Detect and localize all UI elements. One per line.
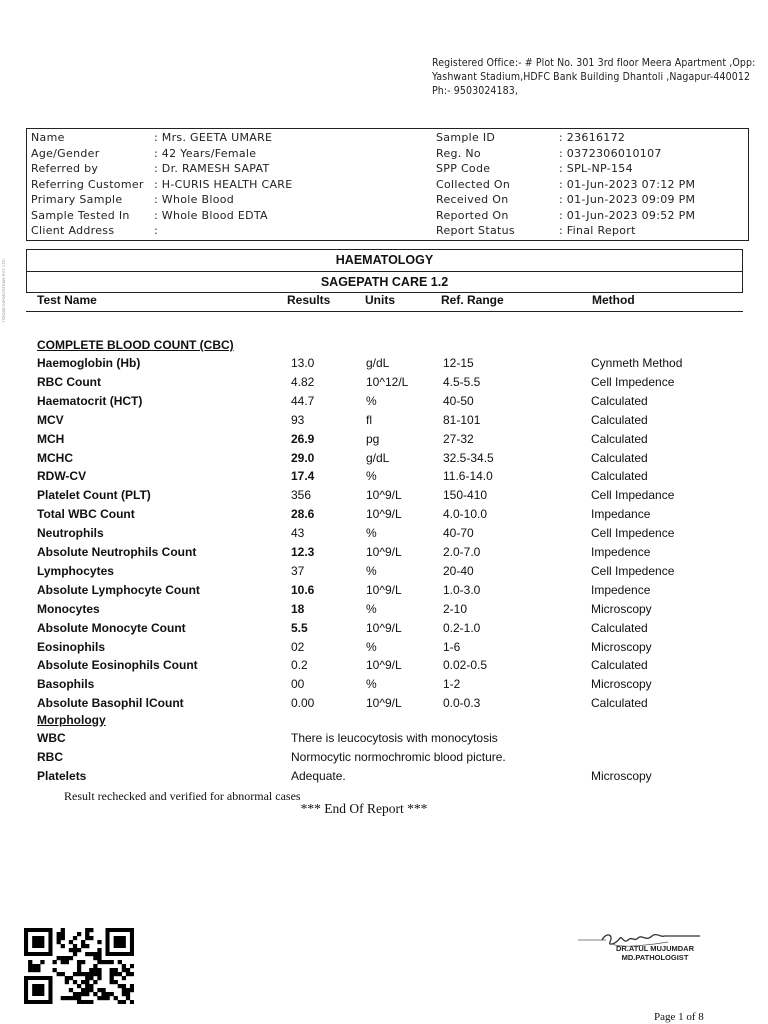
test-result: 44.7 xyxy=(291,393,315,408)
test-result: 37 xyxy=(291,563,305,578)
test-name: MCH xyxy=(37,431,65,446)
test-result: 26.9 xyxy=(291,431,315,446)
test-ref-range: 20-40 xyxy=(443,563,474,578)
morphology-row xyxy=(0,750,768,769)
patient-field-label: Age/Gender xyxy=(31,147,100,160)
panel-title: SAGEPATH CARE 1.2 xyxy=(320,275,449,289)
test-name: Platelet Count (PLT) xyxy=(37,488,151,503)
test-ref-range: 40-70 xyxy=(443,526,474,541)
office-line-3: Ph:- 9503024183, xyxy=(432,85,518,97)
test-result: 0.00 xyxy=(291,696,315,711)
morphology-row xyxy=(0,769,768,788)
patient-field-label: Received On xyxy=(436,193,509,206)
patient-field-value: : Dr. RAMESH SAPAT xyxy=(154,162,270,175)
end-of-report: *** End Of Report *** xyxy=(300,801,428,816)
office-line-2: Yashwant Stadium,HDFC Bank Building Dhantoli ,Nagapur-440012 xyxy=(432,71,751,83)
test-unit: % xyxy=(366,469,377,484)
table-row xyxy=(0,658,768,677)
patient-field-value: : Mrs. GEETA UMARE xyxy=(154,131,273,144)
morphology-method: Microscopy xyxy=(591,769,652,783)
test-unit: 10^9/L xyxy=(366,620,402,635)
signatory-qualification: MD.PATHOLOGIST xyxy=(621,953,689,962)
patient-field-value: : SPL-NP-154 xyxy=(559,162,633,175)
test-unit: 10^9/L xyxy=(366,658,402,673)
table-row xyxy=(0,526,768,545)
test-method: Cell Impedence xyxy=(591,563,675,578)
table-row xyxy=(0,602,768,621)
morphology-text: Normocytic normochromic blood picture. xyxy=(291,750,506,764)
patient-field-value: : xyxy=(154,224,159,237)
test-unit: % xyxy=(366,601,377,616)
test-name: Monocytes xyxy=(37,601,100,616)
table-row xyxy=(0,356,768,375)
table-row xyxy=(0,507,768,526)
patient-field-label: Client Address xyxy=(31,224,115,237)
test-ref-range: 81-101 xyxy=(443,412,481,427)
qr-code-icon xyxy=(24,928,134,1004)
patient-field-label: Referring Customer xyxy=(31,178,144,191)
patient-field-value: : 42 Years/Female xyxy=(154,147,257,160)
morphology-text: Adequate. xyxy=(291,769,346,783)
table-row xyxy=(0,432,768,451)
test-name: MCV xyxy=(37,412,64,427)
test-ref-range: 0.0-0.3 xyxy=(443,696,481,711)
test-name: RBC Count xyxy=(37,374,101,389)
test-name: Eosinophils xyxy=(37,639,106,654)
morphology-text: There is leucocytosis with monocytosis xyxy=(291,731,498,745)
morphology-name: WBC xyxy=(37,731,66,745)
test-name: Neutrophils xyxy=(37,526,104,541)
test-result: 29.0 xyxy=(291,450,315,465)
test-result: 43 xyxy=(291,526,305,541)
patient-field-value: : 01-Jun-2023 07:12 PM xyxy=(559,178,696,191)
patient-details-box xyxy=(26,128,749,241)
patient-field-value: : Final Report xyxy=(559,224,636,237)
test-result: 93 xyxy=(291,412,305,427)
table-row xyxy=(0,469,768,488)
test-ref-range: 2-10 xyxy=(443,601,468,616)
test-method: Cell Impedence xyxy=(591,374,675,389)
patient-field-label: Primary Sample xyxy=(31,193,123,206)
test-ref-range: 4.5-5.5 xyxy=(443,374,481,389)
test-result: 28.6 xyxy=(291,507,315,522)
test-unit: 10^9/L xyxy=(366,545,402,559)
test-name: Absolute Eosinophils Count xyxy=(37,658,198,673)
department-title: HAEMATOLOGY xyxy=(335,253,434,267)
patient-field-label: SPP Code xyxy=(436,162,491,175)
patient-field-label: Collected On xyxy=(436,178,511,191)
test-result: 0.2 xyxy=(291,658,308,673)
test-method: Calculated xyxy=(591,620,648,635)
test-name: Basophils xyxy=(37,677,95,692)
test-result: 5.5 xyxy=(291,620,308,635)
table-row xyxy=(0,413,768,432)
patient-field-value: : H-CURIS HEALTH CARE xyxy=(154,178,293,191)
test-name: MCHC xyxy=(37,450,73,465)
table-row xyxy=(0,375,768,394)
vendor-side-text: ITDOSE INFOSYSTEMS PVT. LTD. xyxy=(1,258,6,322)
test-method: Cell Impedance xyxy=(591,488,675,503)
test-ref-range: 1.0-3.0 xyxy=(443,582,481,597)
table-row xyxy=(0,394,768,413)
test-result: 02 xyxy=(291,639,305,654)
test-name: Total WBC Count xyxy=(37,507,135,522)
cbc-section-title: COMPLETE BLOOD COUNT (CBC) xyxy=(37,338,234,352)
test-name: Absolute Basophil lCount xyxy=(37,696,184,711)
patient-field-label: Report Status xyxy=(436,224,515,237)
morphology-name: Platelets xyxy=(37,769,87,783)
test-method: Calculated xyxy=(591,696,648,711)
test-ref-range: 40-50 xyxy=(443,393,474,408)
test-ref-range: 1-6 xyxy=(443,639,461,654)
test-method: Calculated xyxy=(591,469,648,484)
signatory-name: DR.ATUL MUJUMDAR xyxy=(615,944,695,953)
test-unit: fl xyxy=(366,412,372,427)
test-unit: % xyxy=(366,639,377,654)
section-divider xyxy=(27,271,742,272)
table-row xyxy=(0,488,768,507)
page-number: Page 1 of 8 xyxy=(654,1011,704,1023)
column-results: Results xyxy=(287,293,331,307)
test-method: Cell Impedence xyxy=(591,526,675,541)
test-ref-range: 12-15 xyxy=(443,356,474,370)
test-name: RDW-CV xyxy=(37,469,87,484)
patient-field-label: Referred by xyxy=(31,162,99,175)
test-method: Microscopy xyxy=(591,639,652,654)
signatory-block xyxy=(590,944,720,962)
test-result: 12.3 xyxy=(291,545,315,559)
table-row xyxy=(0,621,768,640)
section-header xyxy=(26,249,743,293)
table-row xyxy=(0,640,768,659)
test-ref-range: 2.0-7.0 xyxy=(443,545,481,559)
patient-field-value: : Whole Blood EDTA xyxy=(154,209,268,222)
patient-field-label: Name xyxy=(31,131,65,144)
test-method: Calculated xyxy=(591,658,648,673)
patient-field-label: Reported On xyxy=(436,209,509,222)
test-method: Calculated xyxy=(591,431,648,446)
test-method: Cynmeth Method xyxy=(591,356,683,370)
morphology-title: Morphology xyxy=(37,713,106,727)
test-method: Impedence xyxy=(591,582,651,597)
test-method: Calculated xyxy=(591,450,648,465)
test-unit: 10^9/L xyxy=(366,507,402,522)
test-unit: % xyxy=(366,563,377,578)
test-name: Haematocrit (HCT) xyxy=(37,393,143,408)
test-ref-range: 32.5-34.5 xyxy=(443,450,494,465)
table-row xyxy=(0,583,768,602)
test-result: 18 xyxy=(291,601,305,616)
test-result: 13.0 xyxy=(291,356,315,370)
test-unit: 10^12/L xyxy=(366,374,409,389)
test-unit: g/dL xyxy=(366,356,390,370)
test-unit: 10^9/L xyxy=(366,582,402,597)
registered-office xyxy=(432,56,762,98)
table-row xyxy=(0,451,768,470)
test-result: 356 xyxy=(291,488,312,503)
column-units: Units xyxy=(365,293,395,307)
test-ref-range: 0.02-0.5 xyxy=(443,658,488,673)
test-result: 00 xyxy=(291,677,305,692)
test-name: Absolute Neutrophils Count xyxy=(37,545,197,559)
test-unit: pg xyxy=(366,431,380,446)
table-row xyxy=(0,564,768,583)
patient-field-label: Reg. No xyxy=(436,147,481,160)
test-unit: % xyxy=(366,526,377,541)
test-result: 4.82 xyxy=(291,374,315,389)
test-result: 17.4 xyxy=(291,469,315,484)
test-ref-range: 1-2 xyxy=(443,677,461,692)
test-method: Microscopy xyxy=(591,601,652,616)
table-row xyxy=(0,677,768,696)
header-rule xyxy=(26,311,743,312)
test-name: Absolute Lymphocyte Count xyxy=(37,582,200,597)
test-name: Haemoglobin (Hb) xyxy=(37,356,141,370)
test-name: Lymphocytes xyxy=(37,563,114,578)
test-method: Calculated xyxy=(591,412,648,427)
test-unit: % xyxy=(366,677,377,692)
morphology-row xyxy=(0,731,768,750)
column-ref-range: Ref. Range xyxy=(441,293,504,307)
test-method: Calculated xyxy=(591,393,648,408)
test-ref-range: 27-32 xyxy=(443,431,474,446)
column-test-name: Test Name xyxy=(37,293,97,307)
test-ref-range: 150-410 xyxy=(443,488,488,503)
test-method: Microscopy xyxy=(591,677,652,692)
test-result: 10.6 xyxy=(291,582,315,597)
office-line-1: Registered Office:- # Plot No. 301 3rd floor Meera Apartment ,Opp: xyxy=(432,57,756,69)
test-ref-range: 0.2-1.0 xyxy=(443,620,481,635)
test-unit: % xyxy=(366,393,377,408)
table-row xyxy=(0,545,768,564)
patient-field-value: : 0372306010107 xyxy=(559,147,662,160)
column-method: Method xyxy=(592,293,635,307)
table-row xyxy=(0,696,768,715)
test-method: Impedence xyxy=(591,545,651,559)
test-ref-range: 11.6-14.0 xyxy=(443,469,493,484)
patient-field-label: Sample Tested In xyxy=(31,209,130,222)
patient-field-value: : 01-Jun-2023 09:09 PM xyxy=(559,193,696,206)
test-ref-range: 4.0-10.0 xyxy=(443,507,488,522)
morphology-name: RBC xyxy=(37,750,63,764)
test-unit: g/dL xyxy=(366,450,390,465)
patient-field-value: : Whole Blood xyxy=(154,193,235,206)
test-unit: 10^9/L xyxy=(366,696,402,711)
test-method: Impedance xyxy=(591,507,651,522)
verification-note: Result rechecked and verified for abnormal cases xyxy=(64,789,301,803)
patient-field-label: Sample ID xyxy=(436,131,496,144)
test-name: Absolute Monocyte Count xyxy=(37,620,186,635)
test-unit: 10^9/L xyxy=(366,488,402,503)
patient-field-value: : 01-Jun-2023 09:52 PM xyxy=(559,209,696,222)
patient-field-value: : 23616172 xyxy=(559,131,626,144)
